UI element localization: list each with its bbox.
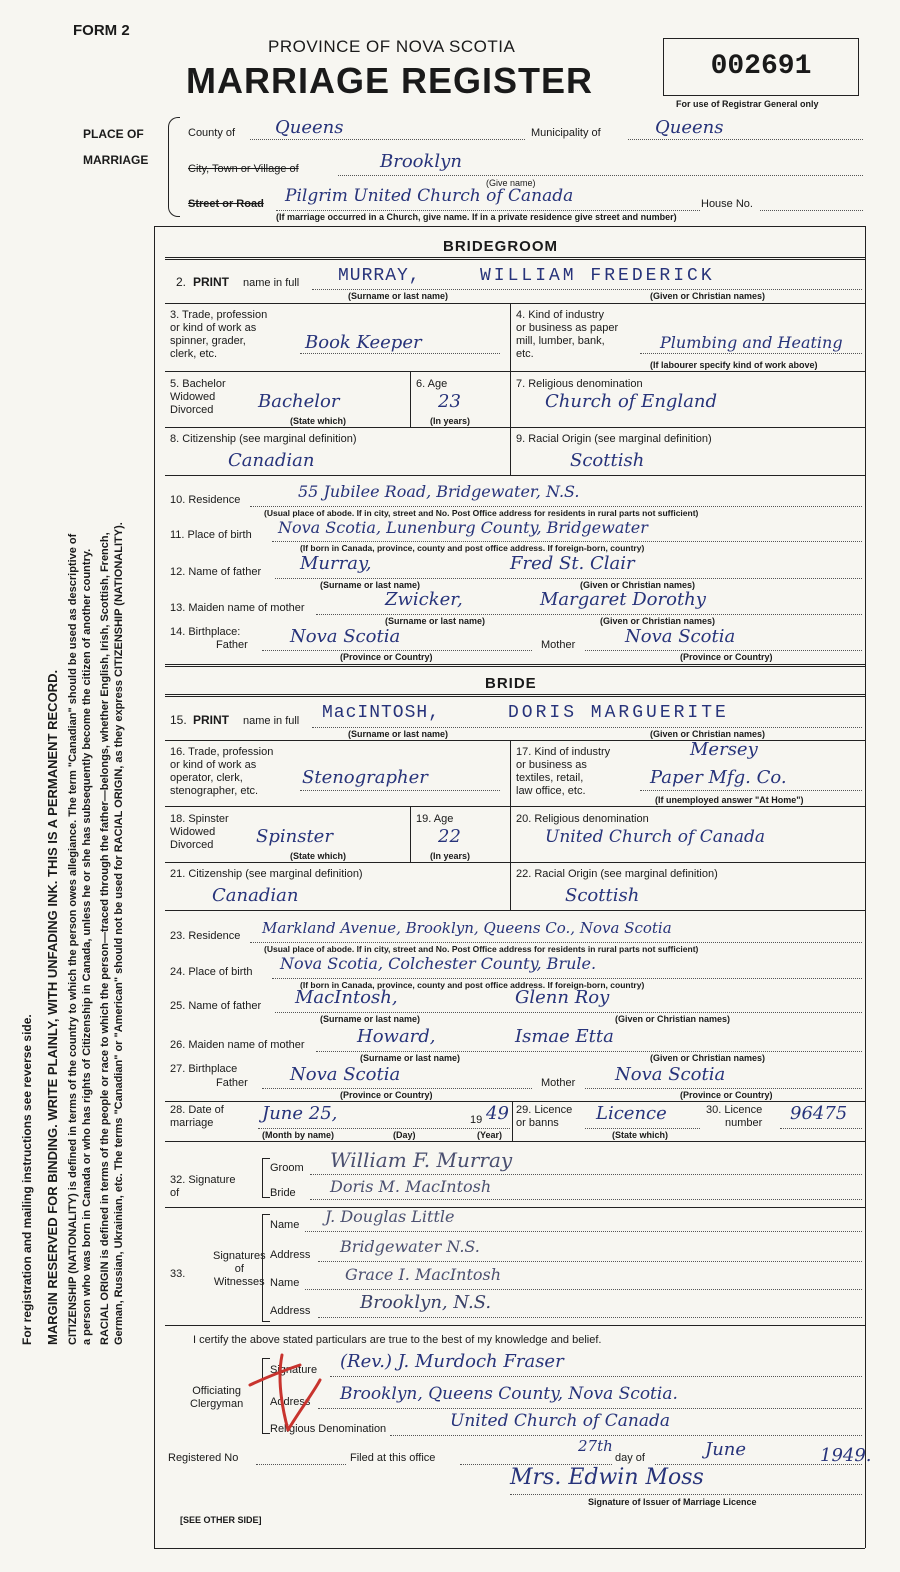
bride-status: Spinster (256, 826, 333, 847)
clergy-denom-label: Religious Denomination (270, 1423, 387, 1435)
groom-heading-rule (165, 257, 865, 260)
groom-age-caption: (In years) (430, 416, 471, 426)
filed-label: Filed at this office (350, 1452, 436, 1464)
witness-num: 33. (170, 1268, 186, 1280)
city-line (338, 175, 863, 176)
bride-racial-label: 22. Racial Origin (see marginal definition) (516, 868, 718, 880)
bride-bp-father-label: Father (216, 1077, 248, 1089)
street-value: Pilgrim United Church of Canada (285, 186, 574, 206)
rule-certify (165, 1325, 865, 1326)
bride-age-caption: (In years) (430, 851, 471, 861)
bride-mother-given: Ismae Etta (515, 1026, 614, 1047)
bride-unemployed-caption: (If unemployed answer "At Home") (655, 795, 804, 805)
groom-name-print: PRINT (193, 275, 229, 289)
street-label: Street or Road (188, 198, 264, 210)
bride-given: DORIS MARGUERITE (508, 703, 729, 723)
county-label: County of (188, 127, 236, 139)
issuer-signature: Mrs. Edwin Moss (510, 1465, 704, 1490)
groom-row3-divider (510, 303, 511, 371)
groom-father-surname-caption: (Surname or last name) (320, 580, 421, 590)
bride-mother-label: 26. Maiden name of mother (170, 1039, 305, 1051)
groom-name-label: name in full (243, 277, 300, 289)
groom-mother-line (316, 614, 862, 615)
margin-line-2: MARGIN RESERVED FOR BINDING. WRITE PLAINLY, WITH UNFADING INK. THIS IS A PERMANENT RECORD. (45, 669, 60, 1345)
groom-status-caption: (State which) (290, 416, 347, 426)
groom-mother-surname: Zwicker, (385, 589, 463, 610)
city-label: City, Town or Village of (188, 163, 299, 175)
groom-row8-divider (510, 427, 511, 475)
w1-name-line (305, 1231, 862, 1232)
licence-caption: (State which) (612, 1130, 669, 1140)
groom-sig-label: Groom (270, 1162, 304, 1174)
bride-residence-line (250, 942, 862, 943)
groom-name-line (312, 289, 862, 290)
groom-industry-line (640, 353, 862, 354)
rule-m33 (165, 1207, 865, 1208)
rule-g3 (165, 303, 865, 304)
groom-row5-divider (510, 371, 511, 427)
groom-father-label: 12. Name of father (170, 566, 262, 578)
bride-name-line (312, 727, 862, 728)
register-number: 002691 (663, 38, 859, 96)
bride-abode-caption: (Usual place of abode. If in city, street and No. Post Office address for residents in rural parts not sufficient) (264, 944, 699, 954)
bride-heading-rule (165, 694, 865, 697)
groom-bp-mother-label: Mother (541, 639, 576, 651)
margin-line-4: a person who was born in Canada or who has rights of Citizenship in Canada, unless he or she has subsequently become the citizen of another country. (81, 548, 93, 1345)
groom-industry-label: 4. Kind of industry or business as paper mill, lumber, bank, etc. (516, 309, 619, 360)
groom-mother-given-caption: (Given or Christian names) (600, 616, 716, 626)
groom-surname: MURRAY, (338, 266, 421, 286)
clergy-denomination: United Church of Canada (450, 1411, 670, 1431)
w2-address: Brooklyn, N.S. (360, 1292, 492, 1313)
groom-father-given: Fred St. Clair (510, 553, 635, 574)
w2-name-line (305, 1289, 862, 1290)
w2-address-line (318, 1317, 862, 1318)
bride-industry-1: Mersey (690, 739, 758, 760)
bride-trade-label: 16. Trade, profession or kind of work as operator, clerk, stenographer, etc. (170, 746, 274, 797)
groom-citizenship: Canadian (228, 450, 315, 471)
bridegroom-heading: BRIDEGROOM (443, 238, 558, 255)
groom-bp-mother: Nova Scotia (625, 626, 736, 647)
bride-signature: Doris M. MacIntosh (330, 1177, 492, 1196)
place-label: PLACE OF (83, 127, 144, 141)
bride-industry-line (640, 790, 862, 791)
bride-age-divider (410, 806, 411, 862)
groom-birthplace-label: 11. Place of birth (170, 529, 252, 541)
bride-bp-father-caption: (Province or Country) (340, 1090, 433, 1100)
groom-name-num: 2. (176, 275, 187, 289)
bride-father-surname-caption: (Surname or last name) (320, 1014, 421, 1024)
groom-bp-father: Nova Scotia (290, 626, 401, 647)
bride-heading: BRIDE (485, 675, 537, 692)
form-left-border (154, 226, 155, 1548)
document-title: MARRIAGE REGISTER (186, 60, 594, 101)
groom-bp-label: 14. Birthplace: (170, 626, 241, 638)
groom-bp-mother-caption: (Province or Country) (680, 652, 773, 662)
marriage-label: MARRIAGE (83, 153, 149, 167)
bride-given-caption: (Given or Christian names) (650, 729, 766, 739)
rule-g5 (165, 371, 865, 372)
groom-sig-line (310, 1174, 862, 1175)
marriage-date-divider (512, 1101, 513, 1141)
groom-father-surname: Murray, (300, 553, 372, 574)
bride-status-label: 18. Spinster Widowed Divorced (170, 813, 229, 851)
bride-father-label: 25. Name of father (170, 1000, 262, 1012)
w1-address-label: Address (270, 1249, 311, 1261)
rule-b18 (165, 806, 865, 807)
bride-birthplace-label: 24. Place of birth (170, 966, 253, 978)
bride-row21-divider (510, 862, 511, 910)
groom-given-caption: (Given or Christian names) (650, 291, 766, 301)
signature-label: 32. Signature of (170, 1174, 236, 1199)
groom-industry: Plumbing and Heating (660, 333, 843, 352)
bride-religion-label: 20. Religious denomination (516, 813, 649, 825)
bride-status-caption: (State which) (290, 851, 347, 861)
house-label: House No. (701, 198, 753, 210)
groom-citizenship-label: 8. Citizenship (see marginal definition) (170, 433, 357, 445)
marriage-year-prefix: 19 (470, 1114, 483, 1126)
groom-father-line (275, 578, 862, 579)
clergy-address-line (318, 1408, 862, 1409)
margin-line-3: CITIZENSHIP (NATIONALITY) is defined in terms of the country to which the person owes allegiance. The term "Canadian" should be used as descriptive of (67, 533, 79, 1345)
rule-b23 (165, 910, 865, 911)
groom-bp-mother-line (585, 650, 862, 651)
red-check-mark-icon (240, 1340, 340, 1440)
bride-mother-given-caption: (Given or Christian names) (650, 1053, 766, 1063)
give-name-caption: (Give name) (486, 178, 536, 188)
bride-age: 22 (438, 826, 461, 847)
place-brace (168, 117, 180, 217)
bride-mother-line (316, 1051, 862, 1052)
marriage-year-caption: (Year) (477, 1130, 503, 1140)
bride-birthplace: Nova Scotia, Colchester County, Brule. (280, 954, 597, 973)
marriage-month-day: June 25, (262, 1103, 338, 1124)
bride-father-given: Glenn Roy (515, 987, 610, 1008)
registered-label: Registered No (168, 1452, 239, 1464)
issuer-sig-line (510, 1494, 862, 1495)
margin-line-5: RACIAL ORIGIN is defined in terms of the people or race to which the person—traced through the father—belongs, whether English, Irish, Scottish, French, (99, 532, 111, 1345)
house-line (760, 210, 863, 211)
certify-text: I certify the above stated particulars are true to the best of my knowledge and belief. (193, 1334, 602, 1346)
marriage-year: 49 (486, 1103, 509, 1124)
w2-name-label: Name (270, 1277, 300, 1289)
rule-m28 (165, 1101, 865, 1102)
registered-line (256, 1464, 346, 1465)
groom-bp-father-line (262, 650, 532, 651)
bride-trade: Stenographer (302, 767, 428, 788)
bride-surname-caption: (Surname or last name) (348, 729, 449, 739)
form-right-border (865, 226, 866, 1548)
groom-residence-line (250, 506, 862, 507)
licence-number-line (780, 1128, 862, 1129)
groom-status-label: 5. Bachelor Widowed Divorced (170, 378, 226, 416)
clergy-signature: (Rev.) J. Murdoch Fraser (340, 1351, 564, 1372)
groom-religion: Church of England (545, 391, 718, 412)
see-other-side: [SEE OTHER SIDE] (180, 1515, 262, 1525)
marriage-day-caption: (Day) (393, 1130, 416, 1140)
groom-religion-label: 7. Religious denomination (516, 378, 643, 390)
municipality-value: Queens (655, 117, 724, 138)
bride-citizenship: Canadian (212, 885, 299, 906)
bride-bp-mother-caption: (Province or Country) (680, 1090, 773, 1100)
bride-sig-line (310, 1199, 862, 1200)
bride-birthplace-line (272, 978, 862, 979)
rule-g8 (165, 427, 865, 428)
province-title: PROVINCE OF NOVA SCOTIA (268, 37, 516, 56)
rule-g10 (165, 475, 865, 476)
officiating-label: Officiating Clergyman (190, 1385, 244, 1410)
street-line (276, 210, 700, 211)
bride-name-print: PRINT (193, 713, 229, 727)
rule-b21 (165, 862, 865, 863)
w2-name: Grace I. MacIntosh (345, 1265, 502, 1284)
groom-born-caption: (If born in Canada, province, county and post office address. If foreign-born, country) (300, 543, 645, 553)
groom-birthplace: Nova Scotia, Lunenburg County, Bridgewater (278, 518, 648, 537)
clergy-sig-label: Signature (270, 1364, 318, 1376)
groom-mother-given: Margaret Dorothy (540, 589, 706, 610)
form-top-border (154, 226, 865, 227)
bride-father-line (275, 1012, 862, 1013)
bride-bp-mother-line (585, 1088, 862, 1089)
register-number-note: For use of Registrar General only (676, 99, 819, 109)
groom-given: WILLIAM FREDERICK (480, 266, 715, 286)
form-number: FORM 2 (73, 22, 130, 39)
groom-racial: Scottish (570, 450, 645, 471)
clergy-sig-line (330, 1376, 862, 1377)
groom-trade: Book Keeper (305, 332, 422, 353)
groom-bp-father-label: Father (216, 639, 248, 651)
groom-father-given-caption: (Given or Christian names) (580, 580, 696, 590)
bride-name-num: 15. (170, 713, 187, 727)
bride-row16-divider (510, 740, 511, 806)
bride-age-label: 19. Age (416, 813, 454, 825)
bride-bp-father: Nova Scotia (290, 1064, 401, 1085)
groom-trade-line (300, 353, 500, 354)
bride-industry-label: 17. Kind of industry or business as textiles, retail, law office, etc. (516, 746, 611, 797)
county-line (250, 139, 525, 140)
groom-residence-label: 10. Residence (170, 494, 241, 506)
signature-brace (262, 1158, 270, 1198)
licence-value: Licence (596, 1103, 667, 1124)
groom-mother-label: 13. Maiden name of mother (170, 602, 305, 614)
w1-address-line (318, 1261, 862, 1262)
bride-sig-label: Bride (270, 1187, 296, 1199)
bride-top-rule (165, 664, 865, 667)
margin-line-6: German, Russian, Ukrainian, etc. The terms "Canadian" or "American" should not be used for RACIAL ORIGIN, as they express CITIZENSHIP (NATIONALITY). (113, 522, 125, 1345)
groom-trade-label: 3. Trade, profession or kind of work as spinner, grader, clerk, etc. (170, 309, 268, 360)
bride-father-given-caption: (Given or Christian names) (615, 1014, 731, 1024)
bride-residence: Markland Avenue, Brooklyn, Queens Co., Nova Scotia (262, 919, 672, 937)
bride-bp-label: 27. Birthplace (170, 1063, 238, 1075)
city-value: Brooklyn (380, 151, 462, 172)
marriage-date-line (258, 1128, 510, 1129)
w1-address: Bridgewater N.S. (340, 1237, 480, 1256)
groom-residence: 55 Jubilee Road, Bridgewater, N.S. (298, 482, 580, 501)
filed-day: 27th (578, 1437, 613, 1455)
marriage-month-caption: (Month by name) (262, 1130, 334, 1140)
bride-religion: United Church of Canada (545, 827, 765, 847)
groom-age: 23 (438, 391, 461, 412)
marriage-date-label: 28. Date of marriage (170, 1104, 224, 1129)
municipality-label: Municipality of (531, 127, 601, 139)
groom-signature: William F. Murray (330, 1148, 513, 1172)
rule-m32 (165, 1141, 865, 1142)
groom-mother-surname-caption: (Surname or last name) (385, 616, 486, 626)
w1-name-label: Name (270, 1219, 300, 1231)
groom-abode-caption: (Usual place of abode. If in city, street and No. Post Office address for residents in rural parts not sufficient) (264, 508, 699, 518)
bride-bp-mother: Nova Scotia (615, 1064, 726, 1085)
clergy-address: Brooklyn, Queens County, Nova Scotia. (340, 1384, 678, 1404)
groom-birthplace-line (272, 541, 862, 542)
bride-citizenship-label: 21. Citizenship (see marginal definition) (170, 868, 363, 880)
bride-bp-father-line (262, 1088, 532, 1089)
municipality-line (628, 139, 863, 140)
licence-line (585, 1128, 700, 1129)
clergy-address-label: Address (270, 1396, 311, 1408)
witness-brace (262, 1214, 270, 1322)
form-bottom-border (154, 1548, 865, 1549)
licence-label: 29. Licence or banns (516, 1104, 573, 1129)
bride-trade-line (300, 790, 500, 791)
bride-mother-surname-caption: (Surname or last name) (360, 1053, 461, 1063)
groom-surname-caption: (Surname or last name) (348, 291, 449, 301)
bride-father-surname: MacIntosh, (295, 987, 398, 1008)
bride-mother-surname: Howard, (357, 1026, 436, 1047)
day-of-label: day of (615, 1452, 645, 1464)
bride-industry-2: Paper Mfg. Co. (650, 767, 787, 788)
groom-status: Bachelor (258, 391, 340, 412)
street-note: (If marriage occurred in a Church, give name. If in a private residence give street and number) (276, 212, 677, 222)
groom-age-label: 6. Age (416, 378, 448, 390)
rule-b16 (165, 740, 865, 741)
filed-year: 1949. (820, 1445, 872, 1466)
filed-month: June (705, 1439, 747, 1460)
licence-number: 96475 (790, 1103, 848, 1124)
groom-age-divider (410, 371, 411, 427)
w1-name: J. Douglas Little (325, 1207, 455, 1226)
county-value: Queens (275, 117, 344, 138)
bride-bp-mother-label: Mother (541, 1077, 576, 1089)
issuer-caption: Signature of Issuer of Marriage Licence (588, 1497, 757, 1507)
groom-labourer-caption: (If labourer specify kind of work above) (650, 360, 818, 370)
bride-surname: MacINTOSH, (322, 703, 441, 723)
groom-racial-label: 9. Racial Origin (see marginal definition) (516, 433, 712, 445)
bride-racial: Scottish (565, 885, 640, 906)
margin-line-1: For registration and mailing instructions see reverse side. (20, 1014, 34, 1345)
w2-address-label: Address (270, 1305, 311, 1317)
groom-bp-father-caption: (Province or Country) (340, 652, 433, 662)
margin-instructions (20, 45, 160, 1345)
bride-residence-label: 23. Residence (170, 930, 241, 942)
clergy-denom-line (390, 1435, 862, 1436)
licence-number-label: 30. Licence number (706, 1104, 763, 1129)
bride-name-label: name in full (243, 715, 300, 727)
bride-born-caption: (If born in Canada, province, county and post office address. If foreign-born, country) (300, 980, 645, 990)
bride-row18-divider (510, 806, 511, 862)
witness-label: Signatures of Witnesses (213, 1250, 266, 1288)
